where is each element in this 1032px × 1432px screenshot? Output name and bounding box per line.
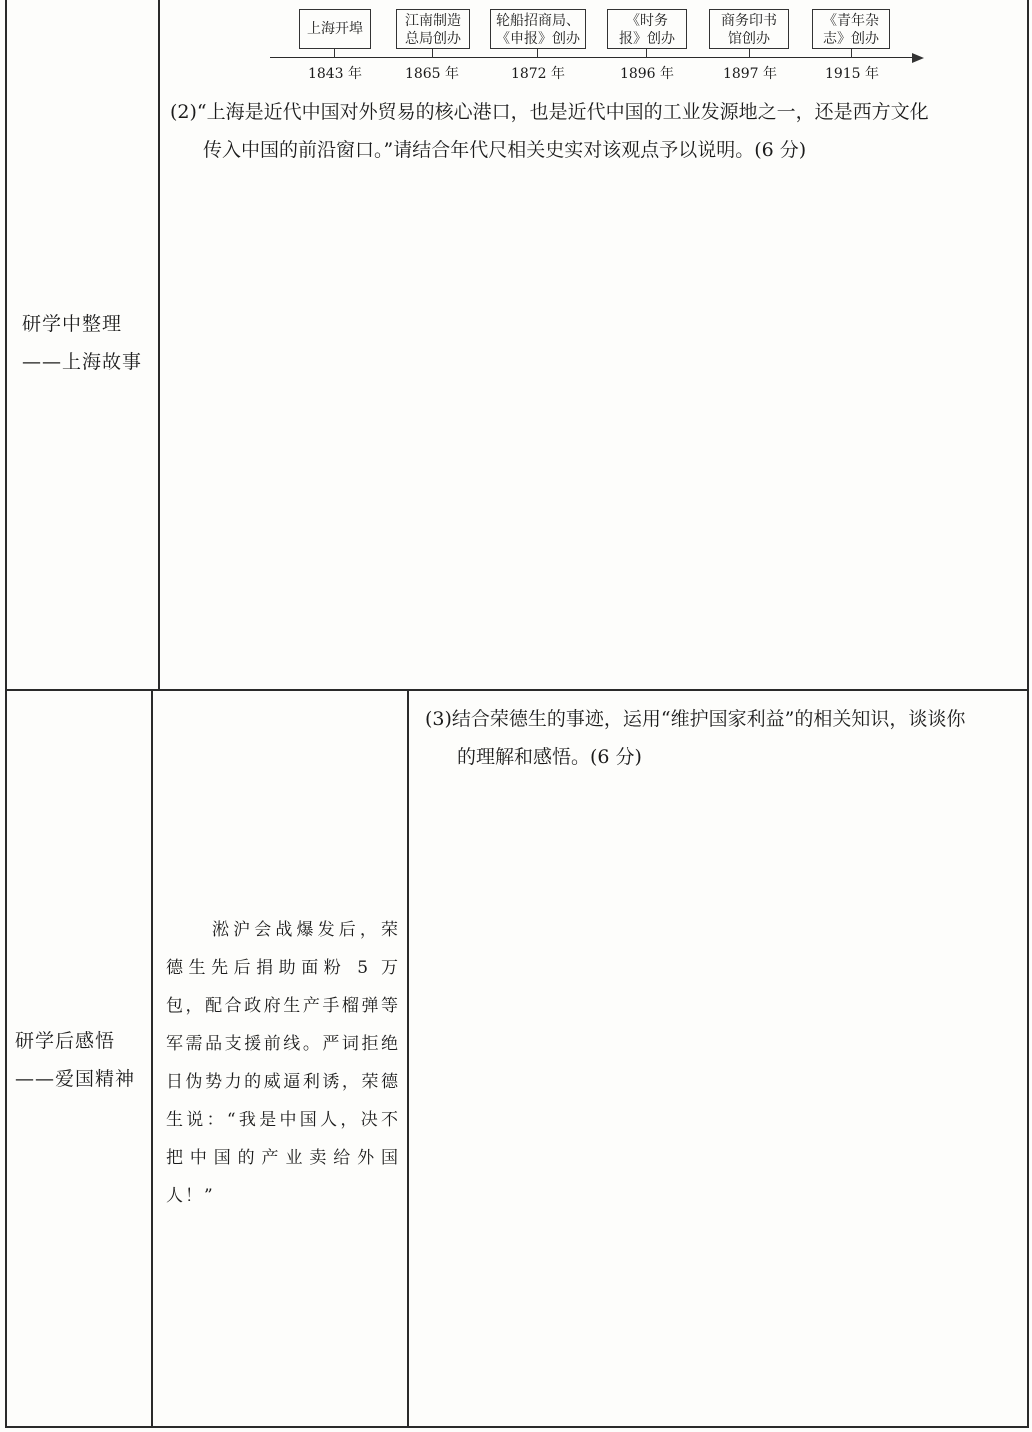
timeline-tick — [334, 49, 335, 58]
timeline-year: 1843 年 — [307, 66, 363, 82]
timeline-year: 1865 年 — [404, 66, 460, 82]
table-label-column-divider-bottom — [151, 690, 153, 1428]
timeline-event-box — [299, 9, 371, 49]
section-label-line2: ——爱国精神 — [15, 1068, 136, 1090]
timeline-year: 1897 年 — [722, 66, 778, 82]
table-bottom-border — [5, 1426, 1028, 1428]
table-left-border — [5, 0, 7, 1428]
rong-desheng-story: 淞沪会战爆发后，荣德生先后捐助面粉 5 万包，配合政府生产手榴弹等军需品支援前线。严词拒绝日伪势力的威逼利诱，荣德生说：“我是中国人，决不把中国的产业卖给外国人！” — [166, 920, 400, 1206]
timeline-event-box — [490, 9, 586, 49]
table-story-column-divider — [407, 690, 409, 1428]
timeline-tick — [432, 49, 433, 58]
timeline-year: 1872 年 — [510, 66, 566, 82]
timeline-event-label: 商务印书馆创办 — [721, 13, 777, 47]
table-row-divider — [5, 689, 1028, 691]
question-3-line1: (3)结合荣德生的事迹，运用“维护国家利益”的相关知识，谈谈你 — [425, 708, 966, 730]
answer-area-question-2[interactable] — [162, 175, 1024, 685]
timeline-tick — [851, 49, 852, 58]
timeline-tick — [537, 49, 538, 58]
section-label-line2: ——上海故事 — [22, 351, 143, 373]
timeline-event-label: 《青年杂志》创办 — [823, 13, 879, 47]
timeline-event-box — [607, 9, 687, 49]
timeline-event-label: 江南制造总局创办 — [405, 13, 461, 47]
timeline-arrow-icon — [912, 53, 924, 63]
question-2-line1: (2)“上海是近代中国对外贸易的核心港口，也是近代中国的工业发源地之一，还是西方文化 — [170, 101, 929, 123]
question-3-line2: 的理解和感悟。(6 分) — [457, 746, 642, 768]
question-2-line2: 传入中国的前沿窗口。”请结合年代尺相关史实对该观点予以说明。(6 分) — [203, 139, 807, 161]
answer-area-question-3[interactable] — [411, 780, 1025, 1422]
section-label-line1: 研学后感悟 — [15, 1030, 116, 1052]
timeline-event-label: 《时务报》创办 — [619, 13, 675, 47]
timeline-event-box — [709, 9, 789, 49]
section-label-research-reflection — [15, 1022, 149, 1098]
question-2 — [170, 93, 1025, 169]
table-label-column-divider-top — [158, 0, 160, 690]
timeline-axis — [270, 57, 915, 58]
timeline-year: 1896 年 — [619, 66, 675, 82]
table-right-border — [1027, 0, 1029, 1428]
timeline-event-box — [812, 9, 890, 49]
timeline-tick — [646, 49, 647, 58]
section-label-line1: 研学中整理 — [22, 313, 123, 335]
timeline-event-box — [396, 9, 470, 49]
timeline-event-label: 上海开埠 — [307, 21, 363, 37]
timeline-year: 1915 年 — [824, 66, 880, 82]
timeline-tick — [749, 49, 750, 58]
section-label-research-tidy — [22, 305, 156, 381]
question-3 — [425, 700, 1023, 776]
timeline-event-label: 轮船招商局、《申报》创办 — [496, 13, 580, 47]
